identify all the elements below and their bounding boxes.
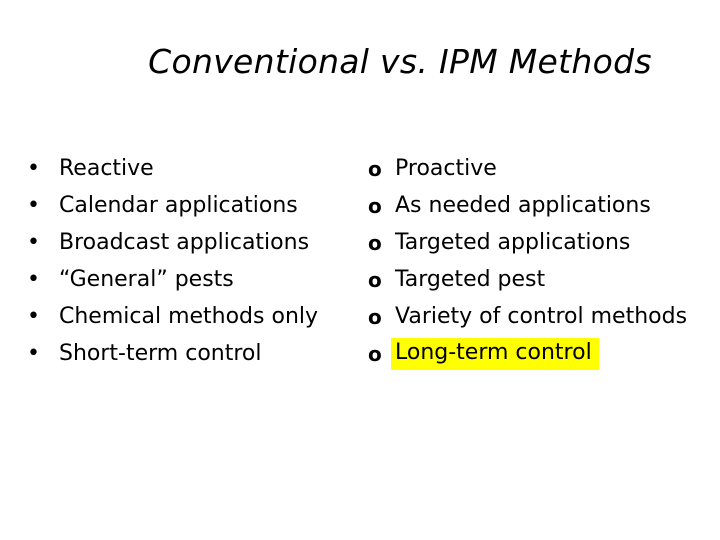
ipm-methods-list xyxy=(368,150,687,372)
bullet-icon: • xyxy=(27,230,40,255)
list-item-text: Short-term control xyxy=(59,341,262,366)
list-item xyxy=(27,298,318,335)
list-item-text: As needed applications xyxy=(395,193,651,218)
hollow-bullet-icon: o xyxy=(368,341,382,366)
list-item-text: Proactive xyxy=(395,156,497,181)
list-item xyxy=(368,187,687,224)
list-item-text: Broadcast applications xyxy=(59,230,310,255)
list-item-text: “General” pests xyxy=(59,267,234,292)
slide-title: Conventional vs. IPM Methods xyxy=(148,42,652,81)
bullet-icon: • xyxy=(27,304,40,329)
conventional-methods-list xyxy=(27,150,318,372)
list-item xyxy=(27,224,318,261)
hollow-bullet-icon: o xyxy=(368,267,382,292)
hollow-bullet-icon: o xyxy=(368,156,382,181)
bullet-icon: • xyxy=(27,156,40,181)
hollow-bullet-icon: o xyxy=(368,304,382,329)
list-item xyxy=(368,224,687,261)
list-item xyxy=(27,150,318,187)
list-item-text: Chemical methods only xyxy=(59,304,319,329)
list-item xyxy=(27,261,318,298)
bullet-icon: • xyxy=(27,267,40,292)
bullet-icon: • xyxy=(27,341,40,366)
list-item-text: Reactive xyxy=(59,156,154,181)
list-item-text: Variety of control methods xyxy=(395,304,688,329)
hollow-bullet-icon: o xyxy=(368,230,382,255)
list-item xyxy=(368,298,687,335)
list-item xyxy=(27,335,318,372)
list-item-text: Targeted pest xyxy=(395,267,546,292)
list-item xyxy=(27,187,318,224)
bullet-icon: • xyxy=(27,193,40,218)
highlighted-list-item-text: Long-term control xyxy=(391,338,599,370)
list-item-text: Targeted applications xyxy=(395,230,631,255)
list-item xyxy=(368,150,687,187)
list-item-text: Calendar applications xyxy=(59,193,298,218)
list-item xyxy=(368,335,687,372)
hollow-bullet-icon: o xyxy=(368,193,382,218)
list-item xyxy=(368,261,687,298)
